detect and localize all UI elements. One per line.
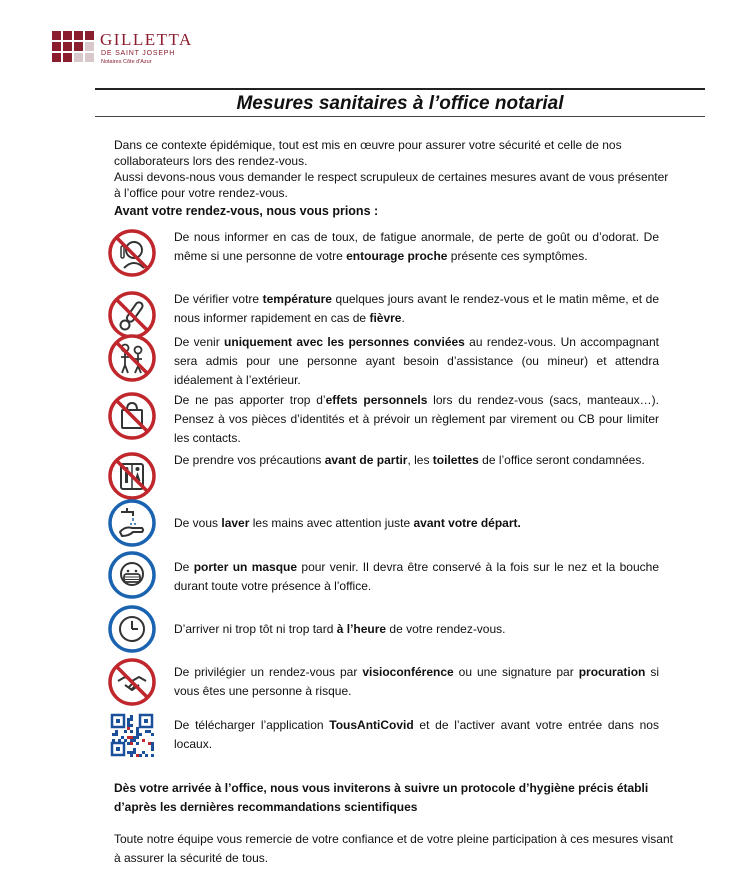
qr-module (115, 730, 118, 733)
qr-module (151, 742, 154, 745)
emphasis-text: porter un masque (193, 560, 298, 574)
logo-tagline: Notaires Côte d'Azur (101, 59, 152, 65)
qr-module (136, 736, 139, 739)
logo-square (74, 53, 83, 62)
text-run: De ne pas apporter trop d’ (174, 393, 326, 407)
intro-line-2: Aussi devons-nous vous demander le respect scrupuleux de certaines mesures avant de vous présenter à l’office pour votre rendez-vous. (114, 170, 669, 200)
qr-module (133, 736, 136, 739)
text-run: . (401, 311, 405, 325)
text-run: De vous (174, 516, 222, 530)
text-run: lors du rendez-vous (sacs, manteaux…). Pensez à vos pièces d’identités et à prévoir un règlement par virement ou CB pour limiter les contacts. (174, 393, 660, 445)
text-run: De nous informer en cas de toux, de fatigue anormale, de perte de goût ou d’odorat. De même si une personne de votre (174, 230, 659, 263)
measure-text (174, 333, 659, 390)
qr-module (133, 748, 136, 751)
qr-module (112, 739, 115, 742)
qr-module (127, 718, 130, 721)
qr-module (145, 754, 148, 757)
protocol-statement: Dès votre arrivée à l’office, nous vous inviterons à suivre un protocole d’hygiène précis établi d’après les dernières recommandations scientifiques (114, 781, 649, 814)
emphasis-text: visioconférence (362, 665, 454, 679)
intro-line-1: Dans ce contexte épidémique, tout est mis en œuvre pour assurer votre sécurité et celle de nos collaborateurs lors des rendez-vous. (114, 138, 622, 168)
page-title: Mesures sanitaires à l’office notarial (236, 93, 564, 114)
text-run: au rendez-vous. Un accompagnant sera admis pour une personne ayant besoin d’assistance (ou mineur) et attendra idéalement à l’extérieur. (174, 335, 659, 387)
qr-module (124, 730, 127, 733)
qr-module (139, 754, 142, 757)
measure-text (174, 228, 659, 266)
emphasis-text: laver (221, 516, 250, 530)
qr-module (127, 727, 130, 730)
qr-module (145, 730, 148, 733)
qr-module (130, 751, 133, 754)
emphasis-text: effets personnels (325, 393, 428, 407)
text-run: ou une signature par (453, 665, 579, 679)
measure-text (174, 514, 659, 533)
qr-code-icon (107, 710, 157, 760)
measure-text (174, 620, 659, 639)
emphasis-text: entourage proche (346, 249, 448, 263)
face-mask-icon (107, 550, 157, 600)
text-run: si vous êtes une personne à risque. (174, 665, 660, 698)
measure-text (174, 290, 659, 328)
qr-module (130, 754, 133, 757)
logo-square (74, 31, 83, 40)
qr-module (136, 742, 139, 745)
emphasis-text: avant votre départ. (413, 516, 521, 530)
sick-person-prohibited-icon (107, 228, 157, 278)
qr-module (142, 751, 145, 754)
qr-module (148, 742, 151, 745)
measure-text (174, 716, 659, 754)
text-run: D’arriver ni trop tôt ni trop tard (174, 622, 337, 636)
text-run: De vérifier votre (174, 292, 263, 306)
qr-module (112, 733, 115, 736)
emphasis-text: procuration (578, 665, 646, 679)
qr-module (142, 739, 145, 742)
qr-module (127, 751, 130, 754)
company-logo (52, 28, 202, 70)
qr-module (136, 754, 139, 757)
text-run: de votre rendez-vous. (386, 622, 506, 636)
measure-text (174, 391, 659, 448)
qr-module (127, 736, 130, 739)
title-rule-top (95, 88, 705, 90)
emphasis-text: TousAntiCovid (329, 718, 414, 732)
logo-name: GILLETTA (100, 30, 193, 49)
text-run: présente ces symptômes. (447, 249, 588, 263)
emphasis-text: toilettes (432, 453, 479, 467)
logo-square (74, 42, 83, 51)
emphasis-text: fièvre (369, 311, 402, 325)
qr-module (127, 724, 130, 727)
qr-module (118, 739, 121, 742)
logo-square (63, 42, 72, 51)
qr-module (136, 733, 139, 736)
qr-module (130, 739, 133, 742)
logo-square (63, 31, 72, 40)
emphasis-text: température (262, 292, 332, 306)
logo-square (52, 31, 61, 40)
text-run: De télécharger l’application (174, 718, 330, 732)
hand-washing-icon (107, 498, 157, 548)
qr-module (139, 733, 142, 736)
text-run: De venir (174, 335, 225, 349)
qr-module (127, 742, 130, 745)
logo-square (52, 53, 61, 62)
qr-module (151, 748, 154, 751)
qr-module (130, 715, 133, 718)
qr-module (130, 736, 133, 739)
qr-module (130, 730, 133, 733)
qr-module (130, 724, 133, 727)
bag-prohibited-icon (107, 391, 157, 441)
title-rule-bottom (95, 116, 705, 117)
logo-square (85, 31, 94, 40)
clock-icon (107, 604, 157, 654)
emphasis-text: avant de partir (324, 453, 408, 467)
measure-text (174, 451, 659, 470)
qr-module (151, 745, 154, 748)
text-run: et de l’activer avant votre entrée dans nos locaux. (174, 718, 659, 751)
logo-grid-mark (52, 31, 96, 67)
qr-module (115, 733, 118, 736)
text-run: De privilégier un rendez-vous par (174, 665, 363, 679)
qr-module (133, 751, 136, 754)
qr-module (136, 727, 139, 730)
logo-square (52, 42, 61, 51)
toilets-prohibited-icon (107, 451, 157, 501)
logo-square (85, 42, 94, 51)
measure-text (174, 558, 659, 596)
text-run: De (174, 560, 194, 574)
qr-module (151, 733, 154, 736)
qr-module (133, 739, 136, 742)
text-run: pour venir. Il devra être conservé à la fois sur le nez et la bouche durant toute votre présence à l’office. (174, 560, 659, 593)
text-run: , les (407, 453, 433, 467)
emphasis-text: uniquement avec les personnes conviées (224, 335, 465, 349)
qr-module (151, 754, 154, 757)
qr-module (148, 730, 151, 733)
text-run: quelques jours avant le rendez-vous et le matin même, et de nous informer rapidement en cas de (174, 292, 660, 325)
handshake-prohibited-icon (107, 657, 157, 707)
text-run: les mains avec attention juste (249, 516, 414, 530)
logo-subname: DE SAINT JOSEPH (101, 50, 176, 57)
qr-module (127, 721, 130, 724)
qr-module (130, 742, 133, 745)
qr-module (121, 736, 124, 739)
qr-module (136, 730, 139, 733)
emphasis-text: à l’heure (336, 622, 387, 636)
qr-module (130, 718, 133, 721)
companions-prohibited-icon (107, 333, 157, 383)
logo-square (63, 53, 72, 62)
closing-paragraph: Toute notre équipe vous remercie de votre confiance et de votre pleine participation à ces mesures visant à assurer la sécurité de tous. (114, 832, 673, 865)
intro-paragraph (114, 137, 674, 201)
measure-text (174, 663, 659, 701)
text-run: de l’office seront condamnées. (478, 453, 645, 467)
qr-module (124, 739, 127, 742)
section-subheading: Avant votre rendez-vous, nous vous prions : (114, 204, 379, 218)
logo-square (85, 53, 94, 62)
text-run: De prendre vos précautions (174, 453, 325, 467)
